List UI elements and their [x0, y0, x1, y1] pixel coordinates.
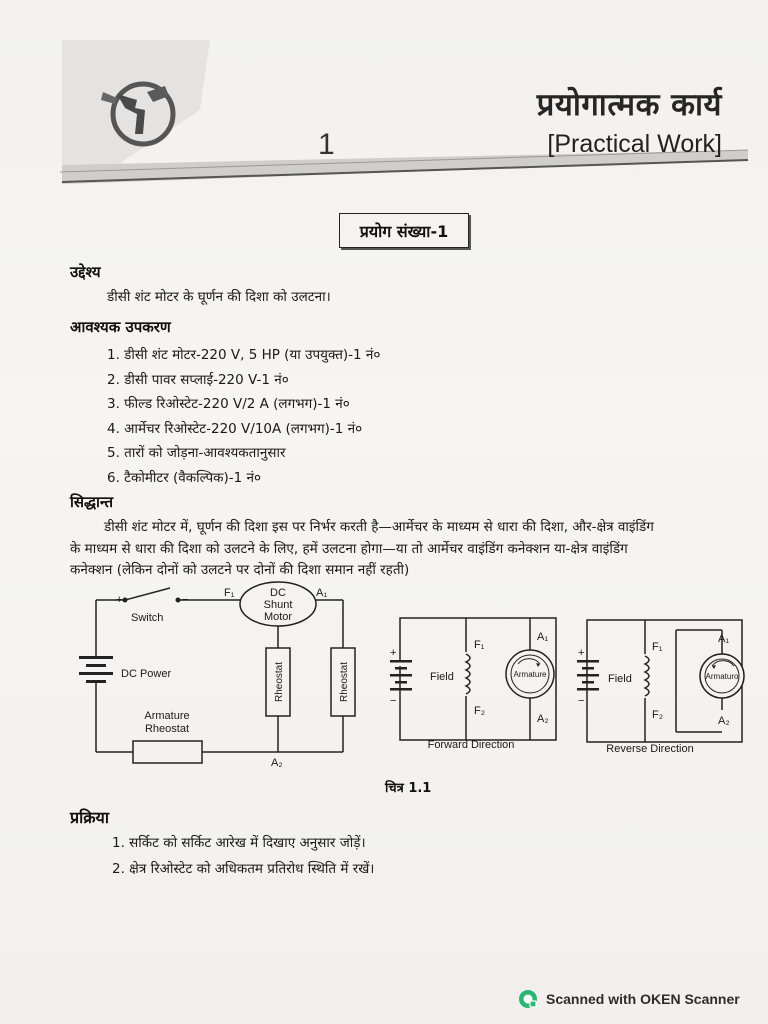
theory-line: के माध्यम से धारा की दिशा को उलटने के लिए, हमें उलटना होगा—या तो आर्मेचर वाइंडिंग कनेक्शन या-क्षेत्र वाइंडिंग — [70, 540, 628, 557]
practical-work-logo-icon — [95, 72, 185, 152]
list-item: 1. सर्किट को सर्किट आरेख में दिखाए अनुसार जोड़ें। — [112, 835, 366, 851]
theory-paragraph — [70, 517, 750, 582]
rheostat-2-label: Rheostat — [339, 661, 350, 703]
objective-heading: उद्देश्य — [70, 263, 101, 281]
reverse-f2-label: F₂ — [652, 709, 663, 721]
f1-label: F₁ — [224, 587, 235, 599]
theory-line: कनेक्शन (लेकिन दोनों को उलटने पर दोनों की दिशा समान नहीं रहती) — [70, 562, 410, 578]
list-item: 2. क्षेत्र रिओस्टेट को अधिकतम प्रतिरोध स्थिति में रखें। — [112, 861, 375, 877]
page-title-hindi: प्रयोगात्मक कार्य — [536, 87, 722, 123]
list-item: 3. फील्ड रिओस्टेट-220 V/2 A (लगभग)-1 नं० — [107, 396, 350, 412]
rheostat-1-label: Rheostat — [274, 661, 285, 703]
equipment-list — [107, 343, 380, 490]
procedure-list — [112, 830, 374, 882]
list-item: 2. डीसी पावर सप्लाई-220 V-1 नं० — [107, 371, 289, 388]
a1-label: A₁ — [316, 587, 328, 599]
experiment-number-label: प्रयोग संख्या-1 — [359, 221, 449, 241]
armature-rheostat-label-line2: Rheostat — [144, 723, 190, 735]
switch-plus-label: + — [116, 594, 123, 606]
forward-f2-label: F₂ — [474, 705, 485, 717]
reverse-minus-label: − — [578, 695, 585, 707]
armature-rheostat-label-line1: Armature — [144, 710, 190, 722]
experiment-number-box — [339, 213, 469, 248]
reverse-a2-label: A₂ — [718, 715, 730, 727]
a2-label: A₂ — [271, 757, 283, 769]
theory-heading: सिद्धान्त — [70, 493, 114, 511]
list-item: 1. डीसी शंट मोटर-220 V, 5 HP (या उपयुक्त)-1 नं० — [107, 347, 381, 363]
figure-caption: चित्र 1.1 — [385, 781, 432, 796]
reverse-plus-label: + — [578, 647, 585, 659]
chapter-number: 1 — [318, 128, 335, 161]
equipment-heading: आवश्यक उपकरण — [70, 318, 171, 336]
reverse-armature-label: Armaturo — [705, 672, 739, 681]
forward-plus-label: + — [390, 647, 397, 659]
reverse-direction-caption: Reverse Direction — [606, 743, 694, 755]
list-item: 4. आर्मेचर रिओस्टेट-220 V/10A (लगभग)-1 नं० — [107, 420, 363, 437]
forward-minus-label: − — [390, 695, 397, 707]
forward-field-label: Field — [430, 671, 454, 683]
switch-minus-label: − — [182, 594, 189, 606]
oken-scanner-logo-icon — [518, 989, 538, 1009]
reverse-f1-label: F₁ — [652, 641, 663, 653]
list-item: 6. टैकोमीटर (वैकल्पिक)-1 नं० — [107, 469, 262, 486]
scanner-text: Scanned with OKEN Scanner — [546, 991, 740, 1007]
circuit-diagram — [0, 580, 768, 775]
forward-a1-label: A₁ — [537, 631, 549, 643]
procedure-heading: प्रक्रिया — [70, 808, 109, 827]
motor-label-line1: DC — [270, 587, 286, 599]
motor-label-line2: Shunt — [263, 599, 293, 611]
reverse-a1-label: A₁ — [718, 633, 730, 645]
reverse-field-label: Field — [608, 673, 632, 685]
forward-a2-label: A₂ — [537, 713, 549, 725]
theory-line: डीसी शंट मोटर में, घूर्णन की दिशा इस पर निर्भर करती है—आर्मेचर के माध्यम से धारा की दिशा, और-क्षेत्र वाइंडिंग — [104, 519, 654, 535]
forward-direction-caption: Forward Direction — [427, 739, 515, 751]
dc-power-label: DC Power — [121, 668, 172, 680]
list-item: 5. तारों को जोड़ना-आवश्यकतानुसार — [107, 445, 286, 461]
objective-text: डीसी शंट मोटर के घूर्णन की दिशा को उलटना। — [107, 289, 331, 305]
page-title-english: [Practical Work] — [547, 130, 722, 158]
switch-label: Switch — [131, 612, 164, 624]
forward-f1-label: F₁ — [474, 639, 485, 651]
motor-label-line3: Motor — [263, 611, 293, 623]
forward-armature-label: Armature — [513, 670, 547, 679]
scanner-watermark — [518, 989, 740, 1009]
